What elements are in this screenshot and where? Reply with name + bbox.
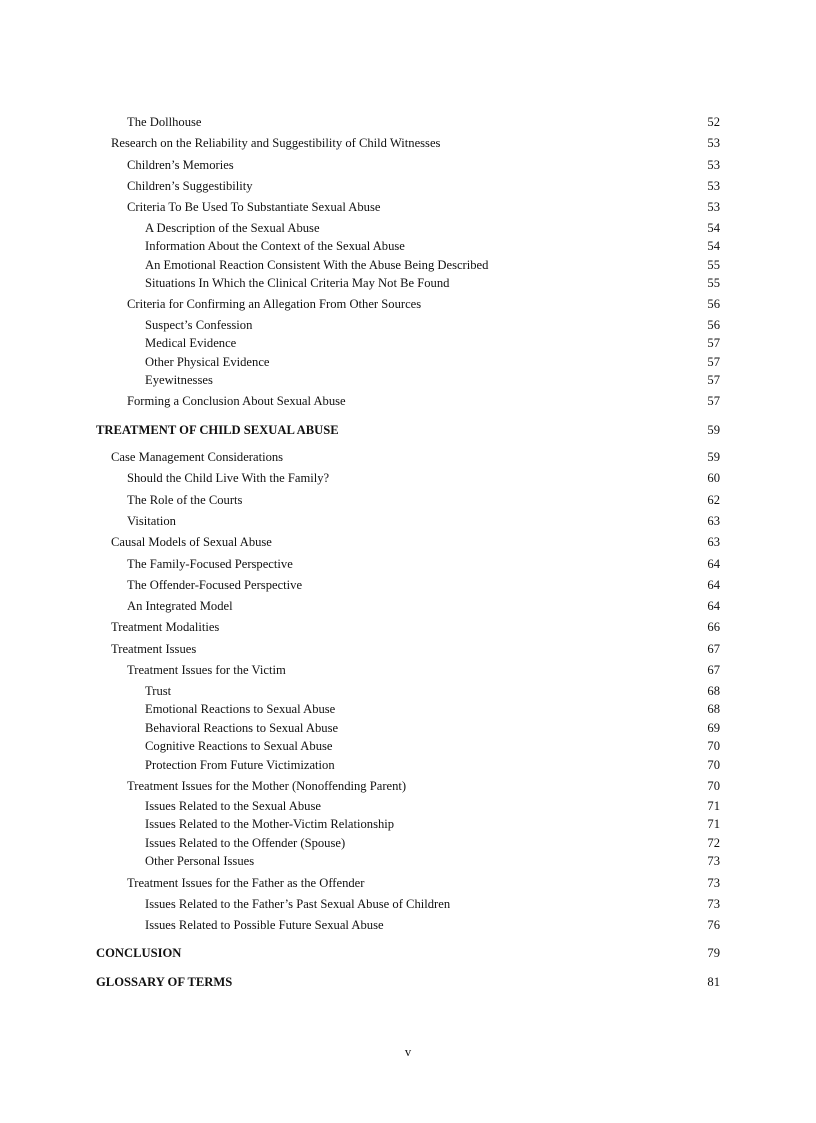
toc-entry: [0, 916, 816, 934]
toc-entry-page: 53: [707, 200, 720, 214]
toc-entry: [0, 371, 816, 389]
toc-entry: [0, 219, 816, 237]
toc-entry-page: 70: [707, 739, 720, 753]
toc-entry-title: Other Personal Issues: [145, 854, 255, 868]
toc-entry-page: 59: [707, 423, 720, 437]
toc-entry-title: GLOSSARY OF TERMS: [96, 975, 233, 989]
toc-entry: [0, 256, 816, 274]
toc-entry: [0, 737, 816, 755]
toc-entry: [0, 353, 816, 371]
toc-entry: [0, 512, 816, 530]
toc-entry-title: Cognitive Reactions to Sexual Abuse: [145, 739, 333, 753]
toc-entry-page: 68: [707, 702, 720, 716]
toc-entry-page: 59: [707, 450, 720, 464]
toc-entry: [0, 895, 816, 913]
toc-entry-page: 60: [707, 471, 720, 485]
toc-entry-page: 53: [707, 158, 720, 172]
toc-entry-title: An Integrated Model: [127, 599, 233, 613]
toc-entry-page: 62: [707, 493, 720, 507]
toc-entry-page: 54: [707, 239, 720, 253]
toc-entry-page: 67: [707, 642, 720, 656]
toc-entry: [0, 700, 816, 718]
toc-entry-page: 70: [707, 758, 720, 772]
toc-entry-page: 63: [707, 535, 720, 549]
toc-entry: [0, 392, 816, 410]
page-number: v: [404, 1045, 412, 1059]
toc-entry-page: 52: [707, 115, 720, 129]
toc-entry-page: 79: [707, 946, 720, 960]
toc-entry-title: Issues Related to Possible Future Sexual Abuse: [145, 918, 384, 932]
toc-entry-title: Children’s Suggestibility: [127, 179, 253, 193]
toc-entry: [0, 237, 816, 255]
toc-entry: [0, 661, 816, 679]
toc-entry: [0, 469, 816, 487]
toc-entry-page: 57: [707, 373, 720, 387]
toc-entry-title: Situations In Which the Clinical Criteria May Not Be Found: [145, 276, 450, 290]
toc-entry-title: Information About the Context of the Sexual Abuse: [145, 239, 405, 253]
toc-entry: [0, 640, 816, 658]
toc-entry-title: Research on the Reliability and Suggestibility of Child Witnesses: [111, 136, 441, 150]
toc-entry: [0, 777, 816, 795]
toc-entry-page: 71: [707, 799, 720, 813]
toc-entry: [0, 156, 816, 174]
toc-entry-title: The Family-Focused Perspective: [127, 557, 293, 571]
toc-entry: [0, 134, 816, 152]
toc-entry-title: Treatment Issues for the Victim: [127, 663, 286, 677]
toc-entry: [0, 834, 816, 852]
toc-entry-page: 53: [707, 179, 720, 193]
toc-entry-page: 72: [707, 836, 720, 850]
toc-entry-page: 55: [707, 258, 720, 272]
toc-entry-title: Treatment Issues: [111, 642, 197, 656]
toc-entry-title: Case Management Considerations: [111, 450, 284, 464]
toc-entry-title: Trust: [145, 684, 172, 698]
toc-entry-title: Causal Models of Sexual Abuse: [111, 535, 272, 549]
toc-entry-title: A Description of the Sexual Abuse: [145, 221, 320, 235]
toc-entry: [0, 113, 816, 131]
toc-entry: [0, 555, 816, 573]
toc-entry-page: 64: [707, 578, 720, 592]
toc-entry: [0, 797, 816, 815]
toc-entry: [0, 448, 816, 466]
toc-entry-title: Other Physical Evidence: [145, 355, 270, 369]
toc-entry-title: TREATMENT OF CHILD SEXUAL ABUSE: [96, 423, 339, 437]
toc-entry-title: Children’s Memories: [127, 158, 234, 172]
toc-entry: [0, 944, 816, 962]
toc-entry-page: 71: [707, 817, 720, 831]
toc-entry-title: Behavioral Reactions to Sexual Abuse: [145, 721, 339, 735]
toc-entry-title: The Offender-Focused Perspective: [127, 578, 303, 592]
toc-entry-page: 54: [707, 221, 720, 235]
toc-entry: [0, 618, 816, 636]
toc-entry: [0, 719, 816, 737]
toc-entry: [0, 316, 816, 334]
toc-entry-page: 76: [707, 918, 720, 932]
toc-entry: [0, 576, 816, 594]
toc-entry-title: Treatment Modalities: [111, 620, 220, 634]
toc-entry-title: An Emotional Reaction Consistent With the Abuse Being Described: [145, 258, 489, 272]
toc-entry-title: Treatment Issues for the Mother (Nonoffending Parent): [127, 779, 407, 793]
toc-entry-title: Issues Related to the Offender (Spouse): [145, 836, 346, 850]
toc-entry-page: 69: [707, 721, 720, 735]
toc-entry-title: Issues Related to the Father’s Past Sexual Abuse of Children: [145, 897, 451, 911]
toc-entry: [0, 421, 816, 439]
toc-entry-page: 64: [707, 599, 720, 613]
toc-entry-page: 56: [707, 297, 720, 311]
toc-entry: [0, 597, 816, 615]
toc-entry-page: 70: [707, 779, 720, 793]
toc-entry-title: Issues Related to the Mother-Victim Relationship: [145, 817, 395, 831]
toc-entry: [0, 852, 816, 870]
toc-entry-title: Eyewitnesses: [145, 373, 213, 387]
toc-entry-page: 56: [707, 318, 720, 332]
toc-entry: [0, 491, 816, 509]
toc-entry-title: Medical Evidence: [145, 336, 237, 350]
toc-entry-title: Visitation: [127, 514, 176, 528]
toc-entry: [0, 682, 816, 700]
toc-entry-title: The Role of the Courts: [127, 493, 243, 507]
toc-entry: [0, 815, 816, 833]
toc-entry-page: 57: [707, 355, 720, 369]
toc-entry-page: 73: [707, 854, 720, 868]
toc-entry-title: Treatment Issues for the Father as the Offender: [127, 876, 365, 890]
toc-entry: [0, 334, 816, 352]
toc-entry-title: Forming a Conclusion About Sexual Abuse: [127, 394, 346, 408]
toc-entry-page: 73: [707, 876, 720, 890]
toc-entry-page: 67: [707, 663, 720, 677]
toc-entry-page: 55: [707, 276, 720, 290]
toc-entry-title: Should the Child Live With the Family?: [127, 471, 330, 485]
toc-entry: [0, 274, 816, 292]
toc-entry: [0, 177, 816, 195]
toc-entry-title: Criteria To Be Used To Substantiate Sexual Abuse: [127, 200, 381, 214]
toc-entry: [0, 756, 816, 774]
toc-entry: [0, 533, 816, 551]
toc-entry: [0, 198, 816, 216]
toc-entry-title: Emotional Reactions to Sexual Abuse: [145, 702, 336, 716]
toc-entry: [0, 973, 816, 991]
toc-entry-title: Issues Related to the Sexual Abuse: [145, 799, 321, 813]
toc-entry-page: 57: [707, 394, 720, 408]
toc-entry-page: 81: [707, 975, 720, 989]
toc-entry-title: Suspect’s Confession: [145, 318, 253, 332]
toc-entry: [0, 295, 816, 313]
toc-entry-page: 64: [707, 557, 720, 571]
toc-entry-title: Protection From Future Victimization: [145, 758, 335, 772]
toc-entry-title: The Dollhouse: [127, 115, 202, 129]
toc-entry-page: 73: [707, 897, 720, 911]
toc-entry-page: 63: [707, 514, 720, 528]
toc-entry-title: Criteria for Confirming an Allegation From Other Sources: [127, 297, 422, 311]
toc-entry-title: CONCLUSION: [96, 946, 182, 960]
toc-entry-page: 68: [707, 684, 720, 698]
toc-entry: [0, 874, 816, 892]
toc-entry-page: 53: [707, 136, 720, 150]
toc-entry-page: 57: [707, 336, 720, 350]
toc-entry-page: 66: [707, 620, 720, 634]
